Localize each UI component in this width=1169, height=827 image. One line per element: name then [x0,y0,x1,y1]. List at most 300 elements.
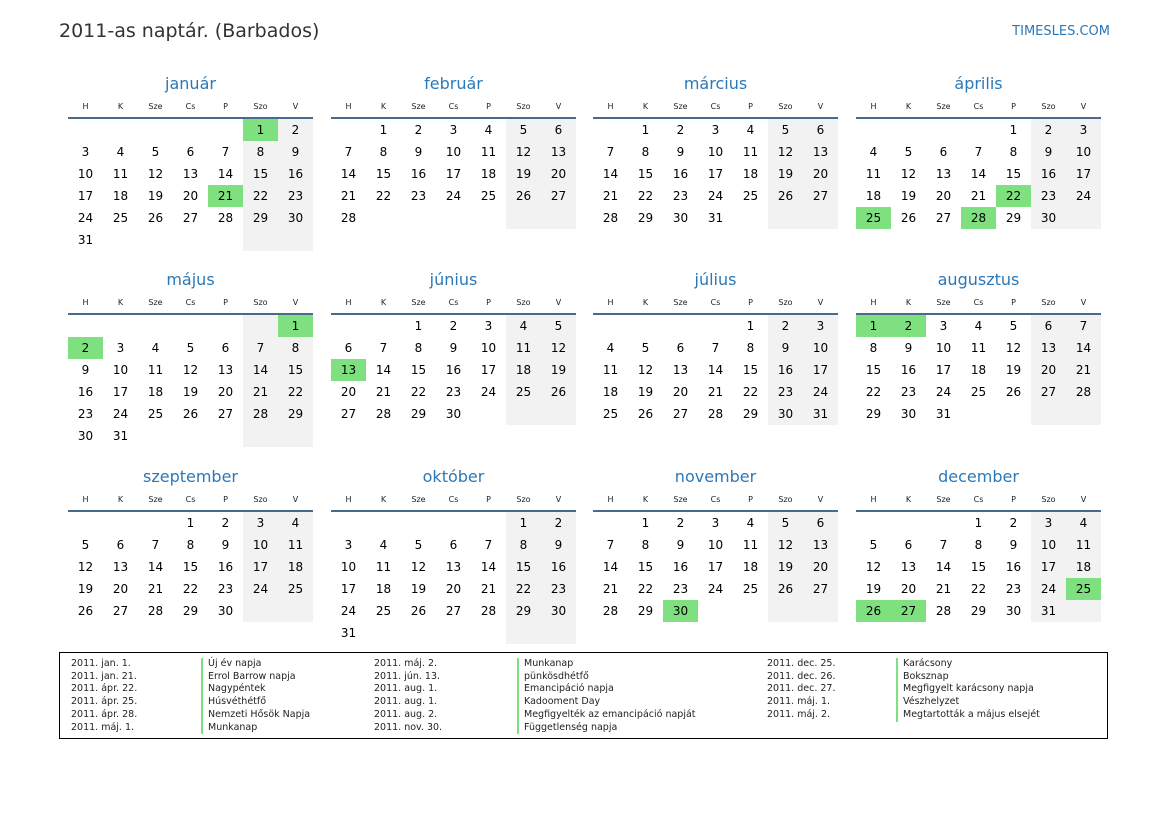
day-cell: 6 [939,145,948,159]
day-grid [593,119,838,229]
day-cell: 10 [935,341,952,355]
day-cell: 25 [147,407,164,421]
day-cell: 5 [641,341,650,355]
empty-cell [926,119,961,141]
empty-cell [698,600,733,622]
empty-cell [103,315,138,337]
day-cell: 15 [1005,167,1022,181]
day-cell: 20 [445,582,462,596]
day-cell: 4 [116,145,125,159]
day-cell: 23 [217,582,234,596]
day-cell: 15 [182,560,199,574]
weekday-header [68,291,313,315]
weekday-label: H [607,297,614,307]
empty-cell [663,315,698,337]
day-cell: 6 [344,341,353,355]
empty-cell [138,315,173,337]
weekday-label: H [870,494,877,504]
day-cell: 24 [340,604,357,618]
day-cell: 5 [506,119,541,141]
holiday-day: 22 [996,185,1031,207]
month-name: március [683,74,748,93]
day-cell: 19 [182,385,199,399]
day-cell: 13 [217,363,234,377]
day-cell: 30 [77,429,94,443]
day-cell: 29 [506,600,541,622]
month-name: június [429,270,478,289]
day-cell: 3 [939,319,948,333]
day-cell: 22 [410,385,427,399]
empty-cell [173,425,208,447]
weekday-header [331,488,576,512]
day-cell: 27 [935,211,952,225]
day-cell: 6 [904,538,913,552]
empty-cell [208,229,243,251]
day-cell: 19 [541,359,576,381]
weekday-label: P [223,297,228,307]
day-cell: 11 [1066,534,1101,556]
day-cell: 30 [1005,604,1022,618]
day-cell: 4 [869,145,878,159]
day-cell: 7 [221,145,230,159]
day-grid [593,315,838,425]
empty-cell [961,403,996,425]
day-cell: 25 [278,578,313,600]
empty-cell [243,600,278,622]
day-cell: 20 [112,582,129,596]
empty-cell [506,622,541,644]
holiday-day: 25 [1066,578,1101,600]
day-cell: 12 [768,534,803,556]
day-cell: 17 [77,189,94,203]
day-cell: 11 [112,167,129,181]
month-2 [593,73,838,229]
weekday-label: K [905,101,912,111]
day-cell: 11 [865,167,882,181]
day-cell: 21 [147,582,164,596]
day-cell: 3 [803,315,838,337]
day-cell: 5 [414,538,423,552]
weekday-label: P [223,101,228,111]
day-cell: 14 [375,363,392,377]
day-cell: 5 [151,145,160,159]
legend-holiday-name: Függetlenség napja [517,722,696,735]
day-cell: 14 [340,167,357,181]
month-5 [331,269,576,425]
day-cell: 3 [1031,512,1066,534]
day-cell: 17 [1031,556,1066,578]
empty-cell [331,512,366,534]
day-cell: 24 [1066,185,1101,207]
day-cell: 4 [484,123,493,137]
day-cell: 2 [1031,119,1066,141]
legend-holiday-name: pünkösdhétfő [517,671,696,684]
weekday-label: V [1080,297,1087,307]
day-cell: 6 [541,119,576,141]
weekday-label: H [607,494,614,504]
weekday-label: P [1011,101,1016,111]
day-cell: 7 [606,538,615,552]
legend-holiday-name: Errol Barrow napja [201,671,310,684]
day-grid [593,512,838,622]
day-cell: 2 [768,315,803,337]
month-6 [593,269,838,425]
day-cell: 12 [541,337,576,359]
day-cell: 13 [112,560,129,574]
day-cell: 2 [676,123,685,137]
weekday-label: Szo [1041,101,1056,111]
day-cell: 19 [637,385,654,399]
empty-cell [173,119,208,141]
empty-cell [366,512,401,534]
day-cell: 8 [278,337,313,359]
empty-cell [208,119,243,141]
legend-names [896,658,1040,722]
weekday-label: Szo [778,101,793,111]
day-cell: 29 [742,407,759,421]
legend-dates [374,658,442,734]
empty-cell [331,315,366,337]
day-cell: 23 [77,407,94,421]
weekday-label: H [82,297,89,307]
day-cell: 28 [602,604,619,618]
day-cell: 20 [1031,359,1066,381]
weekday-label: P [486,101,491,111]
day-cell: 6 [116,538,125,552]
weekday-label: H [345,297,352,307]
legend-date: 2011. dec. 26. [767,670,836,682]
day-cell: 26 [506,185,541,207]
month-name: november [674,467,757,486]
empty-cell [138,229,173,251]
day-cell: 24 [112,407,129,421]
weekday-label: Cs [185,101,196,111]
empty-cell [208,425,243,447]
day-cell: 1 [974,516,983,530]
day-cell: 28 [147,604,164,618]
day-cell: 4 [746,516,755,530]
holiday-day: 26 [856,600,891,622]
day-cell: 15 [865,363,882,377]
weekday-label: Cs [448,101,459,111]
empty-cell [593,315,628,337]
empty-cell [733,600,768,622]
day-cell: 16 [278,163,313,185]
weekday-label: V [1080,494,1087,504]
day-cell: 20 [935,189,952,203]
holiday-day: 28 [961,207,996,229]
day-cell: 23 [900,385,917,399]
day-cell: 13 [445,560,462,574]
day-cell: 28 [217,211,234,225]
weekday-header [68,95,313,119]
day-cell: 16 [1005,560,1022,574]
day-cell: 25 [602,407,619,421]
legend-date: 2011. ápr. 25. [71,696,138,708]
day-cell: 19 [147,189,164,203]
day-grid [68,119,313,251]
empty-cell [471,512,506,534]
weekday-label: Cs [710,101,721,111]
day-cell: 26 [77,604,94,618]
month-name: július [694,270,737,289]
day-cell: 17 [707,560,724,574]
day-cell: 16 [217,560,234,574]
day-cell: 13 [803,141,838,163]
weekday-label: Szo [1041,297,1056,307]
day-cell: 25 [506,381,541,403]
legend-date: 2011. dec. 27. [767,683,836,695]
day-cell: 6 [186,145,195,159]
day-cell: 9 [221,538,230,552]
empty-cell [401,622,436,644]
day-cell: 30 [672,211,689,225]
legend-holiday-name: Megfigyelték az emancipáció napját [517,709,696,722]
empty-cell [366,207,401,229]
day-cell: 22 [637,582,654,596]
day-cell: 9 [904,341,913,355]
weekday-label: V [1080,101,1087,111]
weekday-label: Cs [710,297,721,307]
day-cell: 7 [243,337,278,359]
day-cell: 4 [506,315,541,337]
day-cell: 23 [278,185,313,207]
day-cell: 23 [672,189,689,203]
legend-holiday-name: Munkanap [517,658,696,671]
month-8 [68,466,313,622]
weekday-label: Cs [185,494,196,504]
empty-cell [856,119,891,141]
day-cell: 30 [217,604,234,618]
day-cell: 7 [974,145,983,159]
day-cell: 1 [1009,123,1018,137]
empty-cell [471,207,506,229]
day-cell: 26 [147,211,164,225]
day-cell: 13 [1031,337,1066,359]
empty-cell [1066,600,1101,622]
empty-cell [173,315,208,337]
day-cell: 9 [541,534,576,556]
weekday-label: P [223,494,228,504]
weekday-label: K [642,101,649,111]
weekday-label: Szo [778,297,793,307]
weekday-label: V [555,297,562,307]
site-link[interactable]: TIMESLES.COM [1012,24,1110,39]
weekday-header [68,488,313,512]
day-cell: 14 [217,167,234,181]
day-cell: 13 [672,363,689,377]
day-cell: 17 [1066,163,1101,185]
weekday-label: H [607,101,614,111]
day-cell: 6 [1031,315,1066,337]
month-4 [68,269,313,447]
day-cell: 13 [541,141,576,163]
day-cell: 1 [414,319,423,333]
day-cell: 9 [81,363,90,377]
day-cell: 10 [112,363,129,377]
month-3 [856,73,1101,229]
day-cell: 27 [182,211,199,225]
empty-cell [541,403,576,425]
empty-cell [961,119,996,141]
weekday-label: Cs [448,297,459,307]
day-grid [856,512,1101,622]
day-cell: 25 [112,211,129,225]
day-cell: 14 [147,560,164,574]
day-cell: 15 [637,560,654,574]
day-cell: 2 [278,119,313,141]
month-9 [331,466,576,644]
legend-holiday-name: Kadooment Day [517,696,696,709]
day-cell: 1 [186,516,195,530]
day-cell: 9 [676,145,685,159]
day-cell: 20 [217,385,234,399]
day-cell: 23 [445,385,462,399]
day-cell: 23 [1031,185,1066,207]
legend-names [517,658,696,734]
legend-date: 2011. ápr. 28. [71,708,138,720]
day-cell: 29 [1005,211,1022,225]
day-cell: 4 [278,512,313,534]
day-cell: 18 [1066,556,1101,578]
day-cell: 5 [768,512,803,534]
day-cell: 7 [1066,315,1101,337]
weekday-label: Sze [936,297,951,307]
day-cell: 20 [672,385,689,399]
weekday-label: Sze [936,494,951,504]
day-cell: 19 [77,582,94,596]
empty-cell [1031,403,1066,425]
weekday-label: K [905,494,912,504]
day-cell: 21 [970,189,987,203]
weekday-label: Sze [148,101,163,111]
empty-cell [436,512,471,534]
day-cell: 5 [1009,319,1018,333]
day-cell: 21 [602,582,619,596]
day-cell: 30 [445,407,462,421]
day-cell: 21 [340,189,357,203]
day-cell: 13 [182,167,199,181]
empty-cell [278,229,313,251]
day-cell: 12 [147,167,164,181]
empty-cell [803,600,838,622]
day-cell: 8 [641,145,650,159]
day-grid [68,512,313,622]
day-cell: 21 [243,381,278,403]
day-cell: 18 [506,359,541,381]
day-cell: 11 [742,145,759,159]
day-cell: 18 [147,385,164,399]
month-name: május [166,270,215,289]
day-cell: 24 [707,189,724,203]
day-cell: 21 [602,189,619,203]
day-cell: 8 [186,538,195,552]
weekday-label: P [748,494,753,504]
empty-cell [733,207,768,229]
weekday-label: Szo [1041,494,1056,504]
holiday-day: 27 [891,600,926,622]
weekday-label: K [380,494,387,504]
weekday-label: H [82,494,89,504]
empty-cell [628,315,663,337]
day-cell: 12 [865,560,882,574]
day-cell: 26 [900,211,917,225]
day-cell: 10 [77,167,94,181]
day-cell: 24 [707,582,724,596]
legend-holiday-name: Megtartották a május elsejét [896,709,1040,722]
weekday-label: K [117,494,124,504]
day-cell: 26 [410,604,427,618]
day-cell: 25 [480,189,497,203]
weekday-label: Szo [516,101,531,111]
day-cell: 8 [641,538,650,552]
day-cell: 14 [970,167,987,181]
day-cell: 11 [602,363,619,377]
legend-date: 2011. máj. 2. [767,708,831,720]
day-cell: 20 [340,385,357,399]
day-cell: 11 [375,560,392,574]
weekday-label: Cs [710,494,721,504]
empty-cell [138,119,173,141]
day-cell: 31 [1031,600,1066,622]
legend-holiday-name: Nemzeti Hősök Napja [201,709,310,722]
day-cell: 5 [81,538,90,552]
day-cell: 10 [1031,534,1066,556]
day-cell: 3 [1066,119,1101,141]
day-cell: 18 [480,167,497,181]
day-cell: 4 [1066,512,1101,534]
empty-cell [103,229,138,251]
day-cell: 5 [768,119,803,141]
day-cell: 15 [970,560,987,574]
empty-cell [506,403,541,425]
day-cell: 22 [506,578,541,600]
day-cell: 17 [803,359,838,381]
weekday-label: Cs [185,297,196,307]
weekday-label: P [486,494,491,504]
legend-holiday-name: Vészhelyzet [896,696,1040,709]
day-cell: 6 [803,512,838,534]
day-cell: 3 [243,512,278,534]
day-cell: 5 [904,145,913,159]
day-cell: 4 [151,341,160,355]
empty-cell [541,622,576,644]
day-cell: 11 [742,538,759,552]
day-cell: 22 [375,189,392,203]
day-grid [68,315,313,447]
empty-cell [208,315,243,337]
day-cell: 10 [340,560,357,574]
weekday-header [331,291,576,315]
day-cell: 31 [77,233,94,247]
weekday-label: V [817,494,824,504]
day-cell: 15 [410,363,427,377]
day-cell: 10 [803,337,838,359]
day-cell: 10 [445,145,462,159]
day-cell: 23 [541,578,576,600]
day-cell: 4 [746,123,755,137]
day-cell: 7 [484,538,493,552]
day-cell: 13 [803,534,838,556]
day-cell: 18 [375,582,392,596]
day-cell: 28 [935,604,952,618]
page-title: 2011-as naptár. (Barbados) [59,20,320,42]
day-cell: 26 [637,407,654,421]
day-cell: 11 [970,341,987,355]
day-cell: 2 [541,512,576,534]
day-cell: 22 [865,385,882,399]
day-cell: 12 [768,141,803,163]
